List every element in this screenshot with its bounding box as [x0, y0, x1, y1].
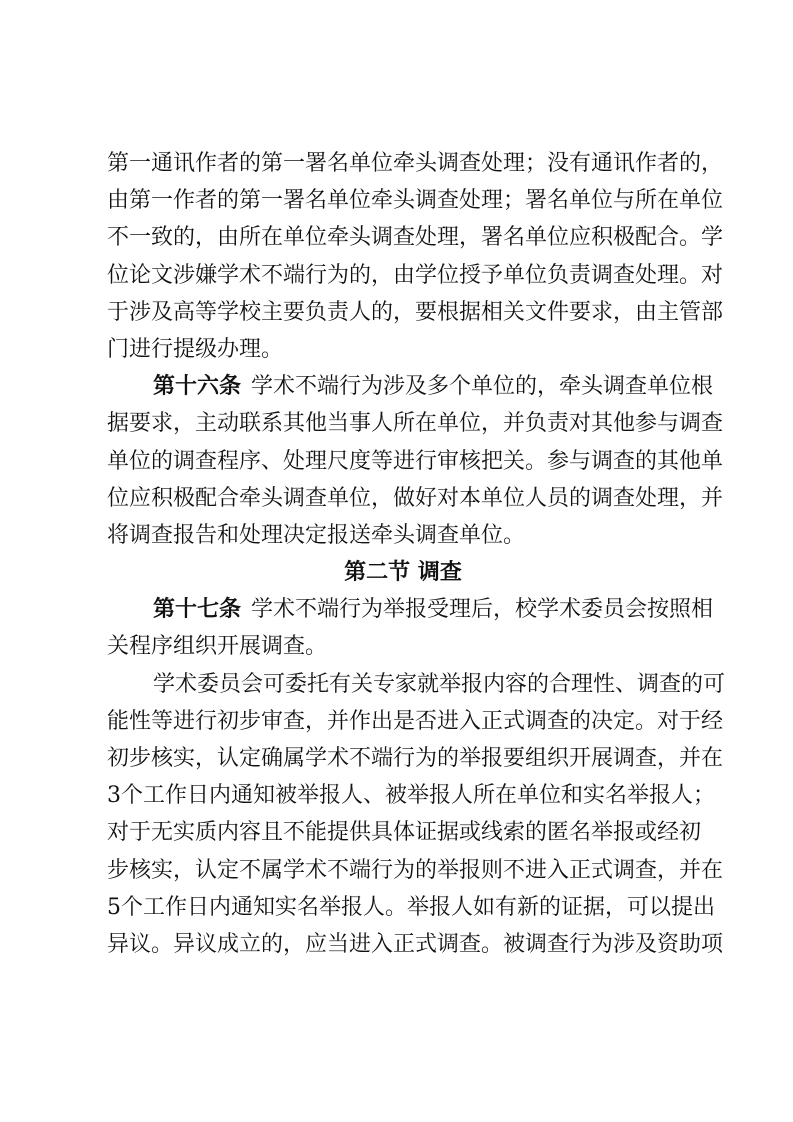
- text-line: 将调查报告和处理决定报送牵头调查单位。: [107, 522, 526, 548]
- text-line: 不一致的，由所在单位牵头调查处理，署名单位应积极配合。学: [107, 225, 724, 251]
- text-line: 位论文涉嫌学术不端行为的，由学位授予单位负责调查处理。对: [107, 262, 724, 288]
- text-line: 关程序组织开展调查。: [107, 634, 328, 660]
- text-line: 学术委员会可委托有关专家就举报内容的合理性、调查的可: [153, 671, 726, 697]
- text-line: 门进行提级办理。: [107, 336, 284, 362]
- document-page: [107, 145, 726, 963]
- text-line: 于涉及高等学校主要负责人的，要根据相关文件要求，由主管部: [107, 299, 724, 325]
- text-line: [107, 591, 714, 628]
- text-line: 3个工作日内通知被举报人、被举报人所在单位和实名举报人；: [107, 783, 715, 809]
- line-text: 学术不端行为涉及多个单位的，牵头调查单位根: [251, 374, 714, 400]
- text-line: [107, 368, 714, 405]
- text-line: 5个工作日内通知实名举报人。举报人如有新的证据，可以提出: [107, 894, 715, 920]
- article-number: 第十六条: [153, 373, 242, 400]
- paragraph: [107, 591, 714, 665]
- text-line: 对于无实质内容且不能提供具体证据或线索的匿名举报或经初: [107, 820, 702, 846]
- text-line: 第一通讯作者的第一署名单位牵头调查处理；没有通讯作者的，: [107, 151, 724, 176]
- line-text: 学术不端行为举报受理后，校学术委员会按照相: [251, 597, 714, 623]
- paragraph: [107, 145, 724, 368]
- text-line: 据要求，主动联系其他当事人所在单位，并负责对其他参与调查: [107, 411, 724, 437]
- article-number: 第十七条: [153, 596, 242, 623]
- text-line: 位应积极配合牵头调查单位，做好对本单位人员的调查处理，并: [107, 485, 724, 511]
- paragraph: [107, 666, 726, 964]
- text-line: 能性等进行初步审查，并作出是否进入正式调查的决定。对于经: [107, 708, 724, 734]
- text-line: 单位的调查程序、处理尺度等进行审核把关。参与调查的其他单: [107, 448, 724, 474]
- paragraph: [107, 368, 724, 554]
- text-line: 由第一作者的第一署名单位牵头调查处理；署名单位与所在单位: [107, 188, 724, 214]
- text-line: 步核实，认定不属学术不端行为的举报则不进入正式调查，并在: [107, 857, 724, 883]
- text-line: 初步核实，认定确属学术不端行为的举报要组织开展调查，并在: [107, 746, 724, 771]
- section-title: 第二节 调查: [344, 560, 462, 586]
- text-line: 异议。异议成立的，应当进入正式调查。被调查行为涉及资助项: [107, 931, 724, 957]
